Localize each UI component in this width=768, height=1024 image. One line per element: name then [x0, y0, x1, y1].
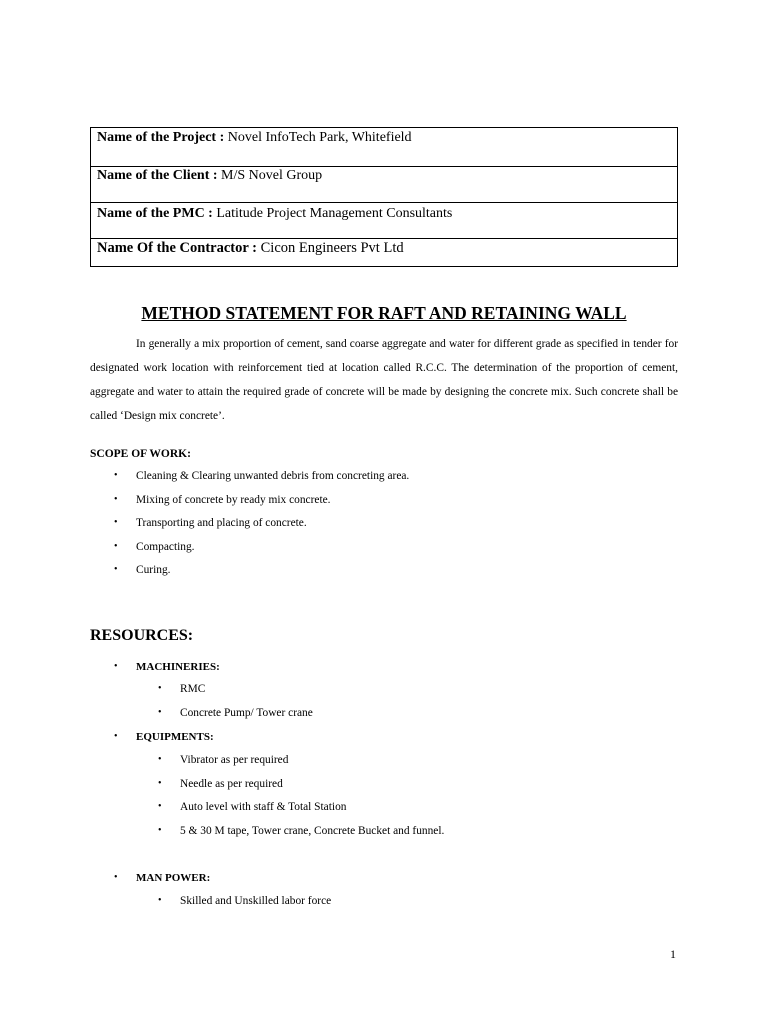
equipments-heading: [90, 731, 214, 743]
group-heading-text: EQUIPMENTS:: [136, 731, 214, 743]
bullet-icon: •: [114, 661, 118, 672]
bullet-icon: •: [158, 706, 162, 718]
bullet-icon: •: [114, 470, 118, 481]
list-item: [90, 707, 313, 731]
list-item-text: Auto level with staff & Total Station: [180, 801, 347, 814]
list-item-text: Mixing of concrete by ready mix concrete.: [136, 493, 331, 506]
intro-paragraph: In generally a mix proportion of cement, sand coarse aggregate and water for different grade as specified in tender for designated work location with reinforcement tied at location called R.C.C. The determination of the proportion of cement, aggregate and water to attain the required grade of concrete will be made by designing the concrete mix. Such concrete shall be called ‘Design mix concrete’.: [90, 338, 678, 422]
client-name-row: [91, 167, 677, 203]
list-item: [90, 470, 409, 494]
group-heading-text: MACHINERIES:: [136, 661, 220, 673]
pmc-name-row: [91, 203, 677, 239]
list-item: [90, 683, 313, 707]
list-item: [90, 801, 444, 825]
pmc-name-label: Name of the PMC :: [97, 206, 217, 221]
bullet-icon: •: [114, 872, 118, 883]
bullet-icon: •: [158, 824, 162, 836]
list-item: [90, 517, 409, 541]
list-item: [90, 754, 444, 778]
project-name-value: Novel InfoTech Park, Whitefield: [227, 130, 412, 145]
list-item: [90, 895, 331, 919]
resources-heading: RESOURCES:: [90, 627, 194, 644]
bullet-icon: •: [158, 895, 162, 906]
list-item-text: Cleaning & Clearing unwanted debris from concreting area.: [136, 470, 410, 482]
list-item-text: 5 & 30 M tape, Tower crane, Concrete Bucket and funnel.: [180, 824, 445, 837]
bullet-icon: •: [114, 493, 118, 505]
scope-list: [90, 470, 409, 588]
machineries-heading: [90, 661, 220, 673]
contractor-name-row: [91, 239, 677, 266]
pmc-name-value: Latitude Project Management Consultants: [216, 206, 453, 221]
contractor-name-value: Cicon Engineers Pvt Ltd: [260, 240, 404, 256]
list-item-text: Skilled and Unskilled labor force: [180, 895, 332, 907]
equipments-list: [90, 754, 444, 848]
project-name-label: Name of the Project :: [97, 130, 228, 145]
page-number: 1: [670, 947, 676, 961]
list-item-text: Transporting and placing of concrete.: [136, 517, 307, 530]
document-title: METHOD STATEMENT FOR RAFT AND RETAINING WALL: [141, 303, 627, 323]
client-name-label: Name of the Client :: [97, 168, 222, 183]
bullet-icon: •: [158, 754, 162, 765]
list-item: [90, 541, 409, 565]
bullet-icon: •: [114, 517, 118, 529]
machineries-list: [90, 683, 313, 730]
scope-heading: SCOPE OF WORK:: [90, 448, 191, 460]
man-power-list: [90, 895, 331, 919]
list-item-text: RMC: [180, 683, 206, 695]
project-info-table: [90, 127, 678, 267]
list-item-text: Compacting.: [136, 540, 195, 553]
man-power-heading: [90, 872, 210, 884]
bullet-icon: •: [158, 777, 162, 789]
list-item-text: Curing.: [136, 564, 171, 577]
bullet-icon: •: [114, 564, 118, 576]
bullet-icon: •: [158, 801, 162, 813]
project-name-row: [91, 128, 677, 167]
contractor-name-label: Name Of the Contractor :: [97, 240, 261, 256]
list-item: [90, 564, 409, 588]
list-item-text: Needle as per required: [180, 777, 283, 790]
bullet-icon: •: [158, 683, 162, 694]
client-name-value: M/S Novel Group: [221, 168, 323, 183]
group-heading-text: MAN POWER:: [136, 872, 211, 884]
list-item: [90, 825, 444, 849]
bullet-icon: •: [114, 540, 118, 552]
bullet-icon: •: [114, 731, 118, 742]
list-item: [90, 494, 409, 518]
list-item-text: Concrete Pump/ Tower crane: [180, 706, 313, 719]
list-item-text: Vibrator as per required: [180, 754, 289, 766]
list-item: [90, 778, 444, 802]
